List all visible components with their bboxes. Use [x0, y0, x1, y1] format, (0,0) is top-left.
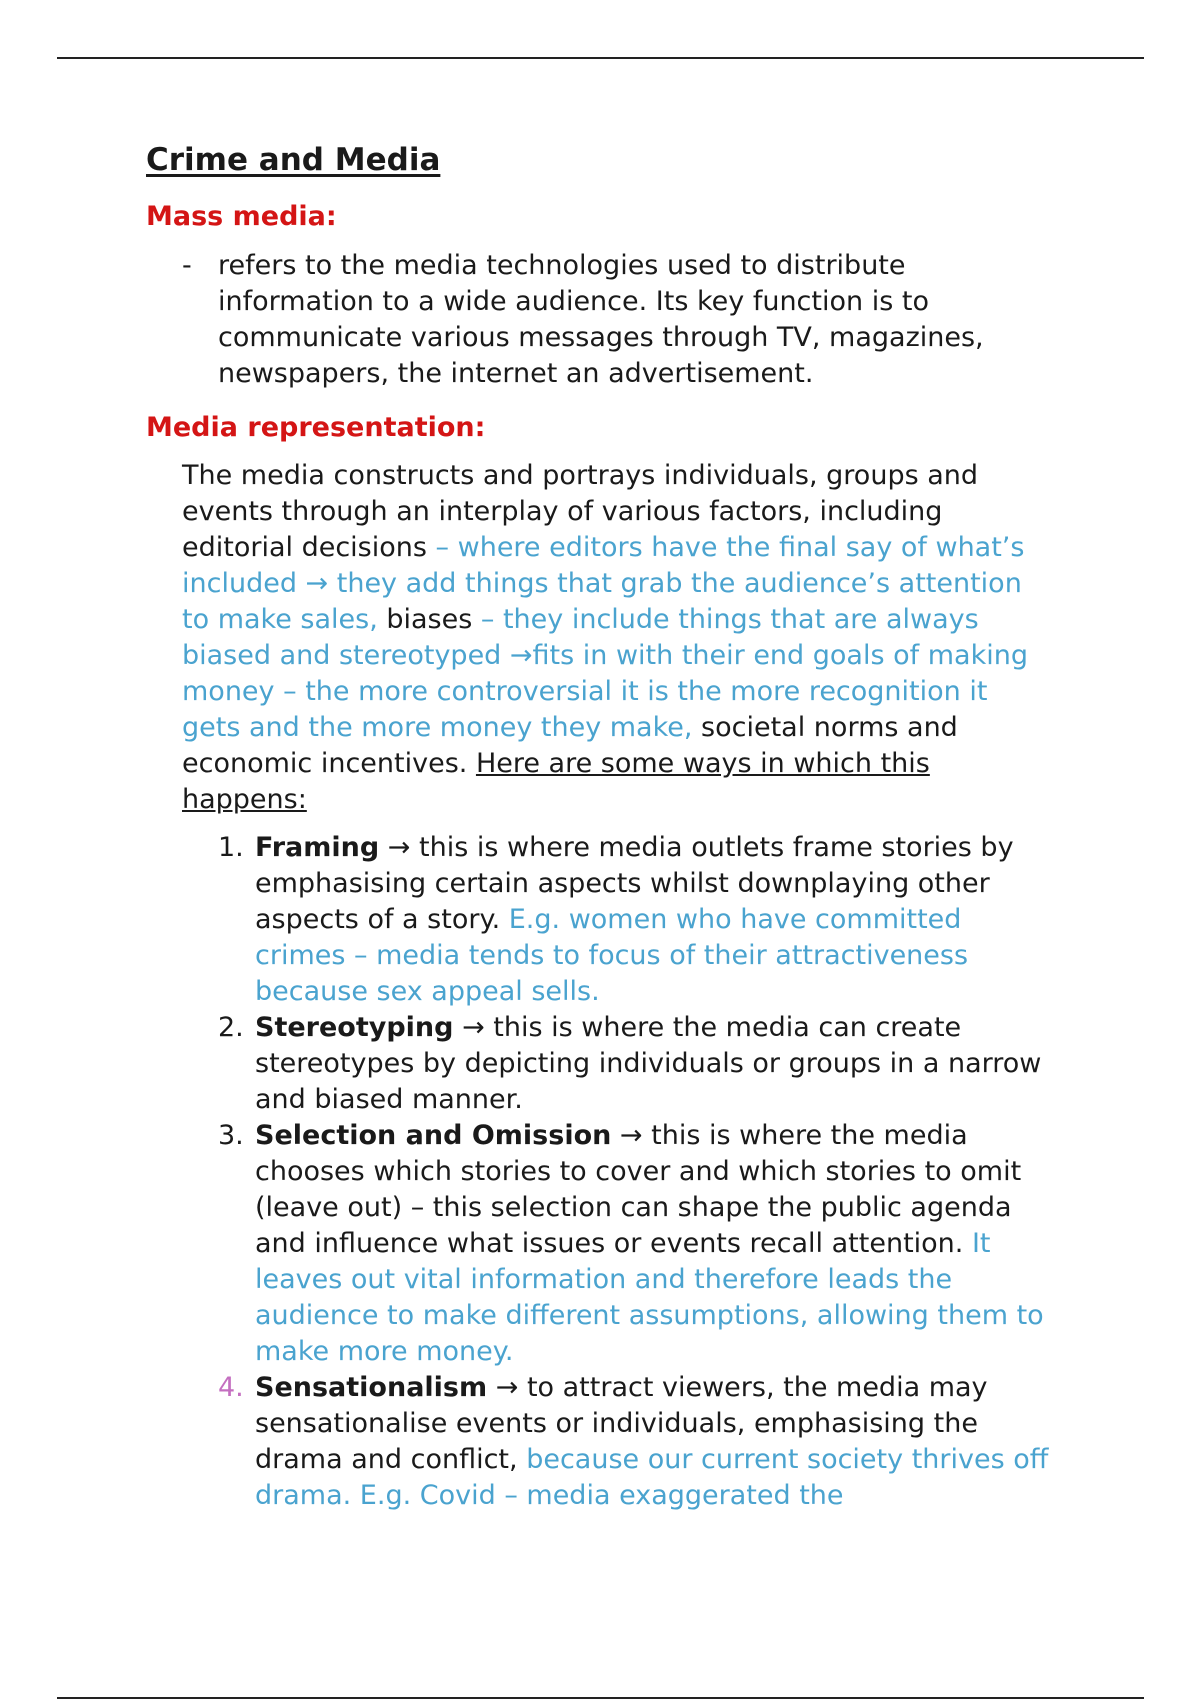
list-description: this is where media outlets frame stories by emphasising certain aspects whilst downplaying other aspects of a story. — [255, 831, 1014, 935]
para-text-norms: societal norms and economic incentives. — [182, 711, 958, 779]
list-term: Framing — [255, 831, 380, 863]
list-note: It leaves out vital information and therefore leads the audience to make different assumptions, allowing them to make more money. — [255, 1227, 1044, 1367]
list-description: this is where the media chooses which stories to cover and which stories to omit (leave out) – this selection can shape the public agenda and influence what issues or events recall attention. — [255, 1119, 1022, 1259]
arrow: → — [453, 1011, 494, 1043]
page-title: Crime and Media — [146, 142, 441, 178]
list-description: to attract viewers, the media may sensationalise events or individuals, emphasising the drama and conflict, — [255, 1371, 988, 1475]
para-underlined-intro: Here are some ways in which this happens: — [182, 747, 930, 815]
list-item-text — [255, 1118, 1055, 1370]
arrow: → — [379, 831, 419, 863]
list-description: this is where the media can create stereotypes by depicting individuals or groups in a narrow and biased manner. — [255, 1011, 1042, 1115]
para-note-editorial: – where editors have the final say of what’s included → they add things that grab the audience’s attention to make sales, — [182, 531, 1025, 635]
mass-media-bullet — [182, 248, 1066, 392]
list-number: 1. — [218, 831, 244, 863]
list-item — [218, 1118, 1066, 1370]
list-note: E.g. women who have committed crimes – media tends to focus of their attractiveness because sex appeal sells. — [255, 903, 969, 1007]
mass-media-definition: refers to the media technologies used to distribute information to a wide audience. Its key function is to communicate various messages through TV, magazines, newspapers, the internet an advertisement. — [218, 249, 984, 389]
dash-bullet: - — [182, 249, 192, 281]
list-item — [218, 1370, 1066, 1514]
list-item-text — [255, 830, 1055, 1010]
list-term: Sensationalism — [255, 1371, 488, 1403]
media-representation-heading: Media representation: — [146, 411, 486, 443]
list-number: 4. — [218, 1371, 244, 1403]
list-item-text — [255, 1010, 1055, 1118]
mass-media-heading: Mass media: — [146, 201, 337, 233]
list-number: 3. — [218, 1119, 244, 1151]
ways-list — [146, 830, 1066, 1514]
top-rule — [57, 57, 1144, 59]
para-note-biases: – they include things that are always biased and stereotyped →fits in with their end goals of making money – the more controversial it is the more recognition it gets and the more money they make, — [182, 603, 1028, 743]
list-number: 2. — [218, 1011, 244, 1043]
media-representation-paragraph — [182, 458, 1054, 818]
list-term: Selection and Omission — [255, 1119, 612, 1151]
list-item-text — [255, 1370, 1055, 1514]
list-item — [218, 830, 1066, 1010]
document-body — [146, 142, 1066, 1514]
arrow: → — [611, 1119, 652, 1151]
arrow: → — [487, 1371, 527, 1403]
list-item — [218, 1010, 1066, 1118]
list-term: Stereotyping — [255, 1011, 454, 1043]
para-text: The media constructs and portrays individuals, groups and events through an interplay of various factors, including editorial decisions — [182, 459, 979, 563]
para-text-biases: biases — [377, 603, 473, 635]
bottom-rule — [57, 1697, 1144, 1699]
list-note: because our current society thrives off drama. E.g. Covid – media exaggerated the — [255, 1443, 1049, 1511]
